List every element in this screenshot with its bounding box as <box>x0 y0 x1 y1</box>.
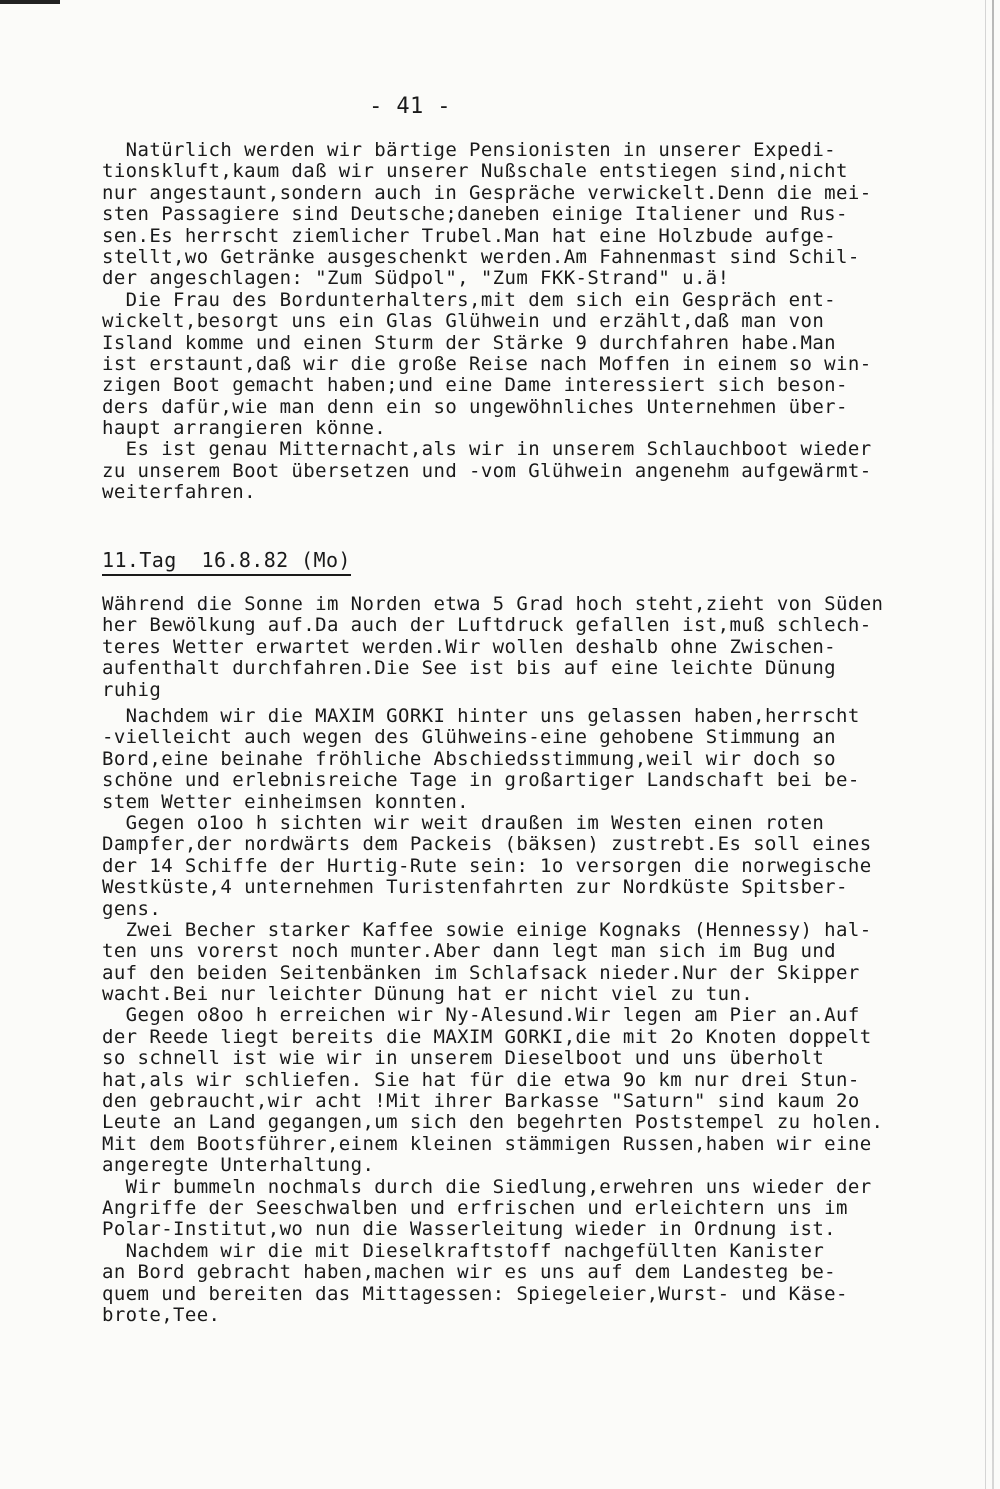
text-line: ders dafür,wie man denn ein so ungewöhnliches Unternehmen über- <box>102 395 848 418</box>
paragraph-weather <box>102 594 972 701</box>
text-line: Gegen o8oo h erreichen wir Ny-Alesund.Wir legen am Pier an.Auf <box>102 1004 860 1027</box>
text-line: Nachdem wir die MAXIM GORKI hinter uns gelassen haben,herrscht <box>102 705 860 727</box>
text-line: gens. <box>102 897 162 920</box>
text-line: stem Wetter einheimsen konnten. <box>102 790 470 813</box>
text-line: den gebraucht,wir acht !Mit ihrer Barkasse "Saturn" sind kaum 2o <box>102 1090 860 1113</box>
text-line: -vielleicht auch wegen des Glühweins-eine gehobene Stimmung an <box>102 726 837 749</box>
text-line: stellt,wo Getränke ausgeschenkt werden.Am Fahnenmast sind Schil- <box>102 245 860 268</box>
text-line: Die Frau des Bordunterhalters,mit dem sich ein Gespräch ent- <box>102 288 837 311</box>
text-line: schöne und erlebnisreiche Tage in großartiger Landschaft bei be- <box>102 769 860 792</box>
text-line: sen.Es herrscht ziemlicher Trubel.Man hat eine Holzbude aufge- <box>102 224 837 247</box>
text-line: weiterfahren. <box>102 481 256 504</box>
text-line: sten Passagiere sind Deutsche;daneben einige Italiener und Rus- <box>102 203 848 226</box>
text-line: Gegen o1oo h sichten wir weit draußen im Westen einen roten <box>102 811 825 834</box>
text-line: an Bord gebracht haben,machen wir es uns auf dem Landesteg be- <box>102 1261 837 1284</box>
text-line: Mit dem Bootsführer,einem kleinen stämmigen Russen,haben wir eine <box>102 1132 872 1155</box>
page-number: - 41 - <box>369 94 451 119</box>
text-line: Bord,eine beinahe fröhliche Abschiedsstimmung,weil wir doch so <box>102 747 837 770</box>
scan-right-edge <box>992 0 994 1489</box>
text-line: nur angestaunt,sondern auch in Gespräche verwickelt.Denn die mei- <box>102 181 872 204</box>
text-line: Westküste,4 unternehmen Turistenfahrten zur Nordküste Spitsber- <box>102 876 848 899</box>
text-line: der Reede liegt bereits die MAXIM GORKI,die mit 2o Knoten doppelt <box>102 1025 872 1048</box>
text-line: aufenthalt durchfahren.Die See ist bis auf eine leichte Dünung <box>102 657 837 680</box>
scan-right-edge-inner <box>985 0 986 1489</box>
day-heading: 11.Tag 16.8.82 (Mo) <box>102 548 351 576</box>
paragraph-journey-ny-alesund <box>102 706 972 1326</box>
text-line: ruhig <box>102 678 162 701</box>
text-line: haupt arrangieren könne. <box>102 417 387 440</box>
text-line: Zwei Becher starker Kaffee sowie einige Kognaks (Hennessy) hal- <box>102 918 872 941</box>
text-line: Dampfer,der nordwärts dem Packeis (bäksen) zustrebt.Es soll eines <box>102 833 872 856</box>
text-line: Wir bummeln nochmals durch die Siedlung,erwehren uns wieder der <box>102 1175 872 1198</box>
text-line: zu unserem Boot übersetzen und -vom Glühwein angenehm aufgewärmt- <box>102 459 872 482</box>
text-line: quem und bereiten das Mittagessen: Spiegeleier,Wurst- und Käse- <box>102 1282 848 1305</box>
text-line: wickelt,besorgt uns ein Glas Glühwein und erzählt,daß man von <box>102 310 825 333</box>
text-line: zigen Boot gemacht haben;und eine Dame interessiert sich beson- <box>102 374 848 397</box>
text-line: tionskluft,kaum daß wir unserer Nußschale entstiegen sind,nicht <box>102 160 848 183</box>
text-line: angeregte Unterhaltung. <box>102 1154 375 1177</box>
text-line: auf den beiden Seitenbänken im Schlafsack nieder.Nur der Skipper <box>102 961 860 984</box>
text-line: der angeschlagen: "Zum Südpol", "Zum FKK-Strand" u.ä! <box>102 267 730 290</box>
text-line: wacht.Bei nur leichter Dünung hat er nicht viel zu tun. <box>102 983 754 1006</box>
text-line: der 14 Schiffe der Hurtig-Rute sein: 1o versorgen die norwegische <box>102 854 872 877</box>
text-line: Polar-Institut,wo nun die Wasserleitung wieder in Ordnung ist. <box>102 1218 837 1241</box>
text-line: Angriffe der Seeschwalben und erfrischen und erleichtern uns im <box>102 1196 848 1219</box>
text-line: her Bewölkung auf.Da auch der Luftdruck gefallen ist,muß schlech- <box>102 614 872 637</box>
text-line: Während die Sonne im Norden etwa 5 Grad hoch steht,zieht von Süden <box>102 593 884 615</box>
text-line: Leute an Land gegangen,um sich den begehrten Poststempel zu holen. <box>102 1111 884 1134</box>
scan-edge-mark <box>0 0 60 4</box>
text-line: hat,als wir schliefen. Sie hat für die etwa 9o km nur drei Stun- <box>102 1068 860 1091</box>
text-line: so schnell ist wie wir in unserem Dieselboot und uns überholt <box>102 1047 825 1070</box>
text-line: ten uns vorerst noch munter.Aber dann legt man sich im Bug und <box>102 940 837 963</box>
text-line: Es ist genau Mitternacht,als wir in unserem Schlauchboot wieder <box>102 438 872 461</box>
text-line: Natürlich werden wir bärtige Pensionisten in unserer Expedi- <box>102 139 837 161</box>
text-line: Island komme und einen Sturm der Stärke 9 durchfahren habe.Man <box>102 331 837 354</box>
text-line: brote,Tee. <box>102 1303 221 1326</box>
paragraph-arrival-ship <box>102 140 972 504</box>
text-line: Nachdem wir die mit Dieselkraftstoff nachgefüllten Kanister <box>102 1239 825 1262</box>
text-line: teres Wetter erwartet werden.Wir wollen deshalb ohne Zwischen- <box>102 635 837 658</box>
text-line: ist erstaunt,daß wir die große Reise nach Moffen in einem so win- <box>102 352 872 375</box>
